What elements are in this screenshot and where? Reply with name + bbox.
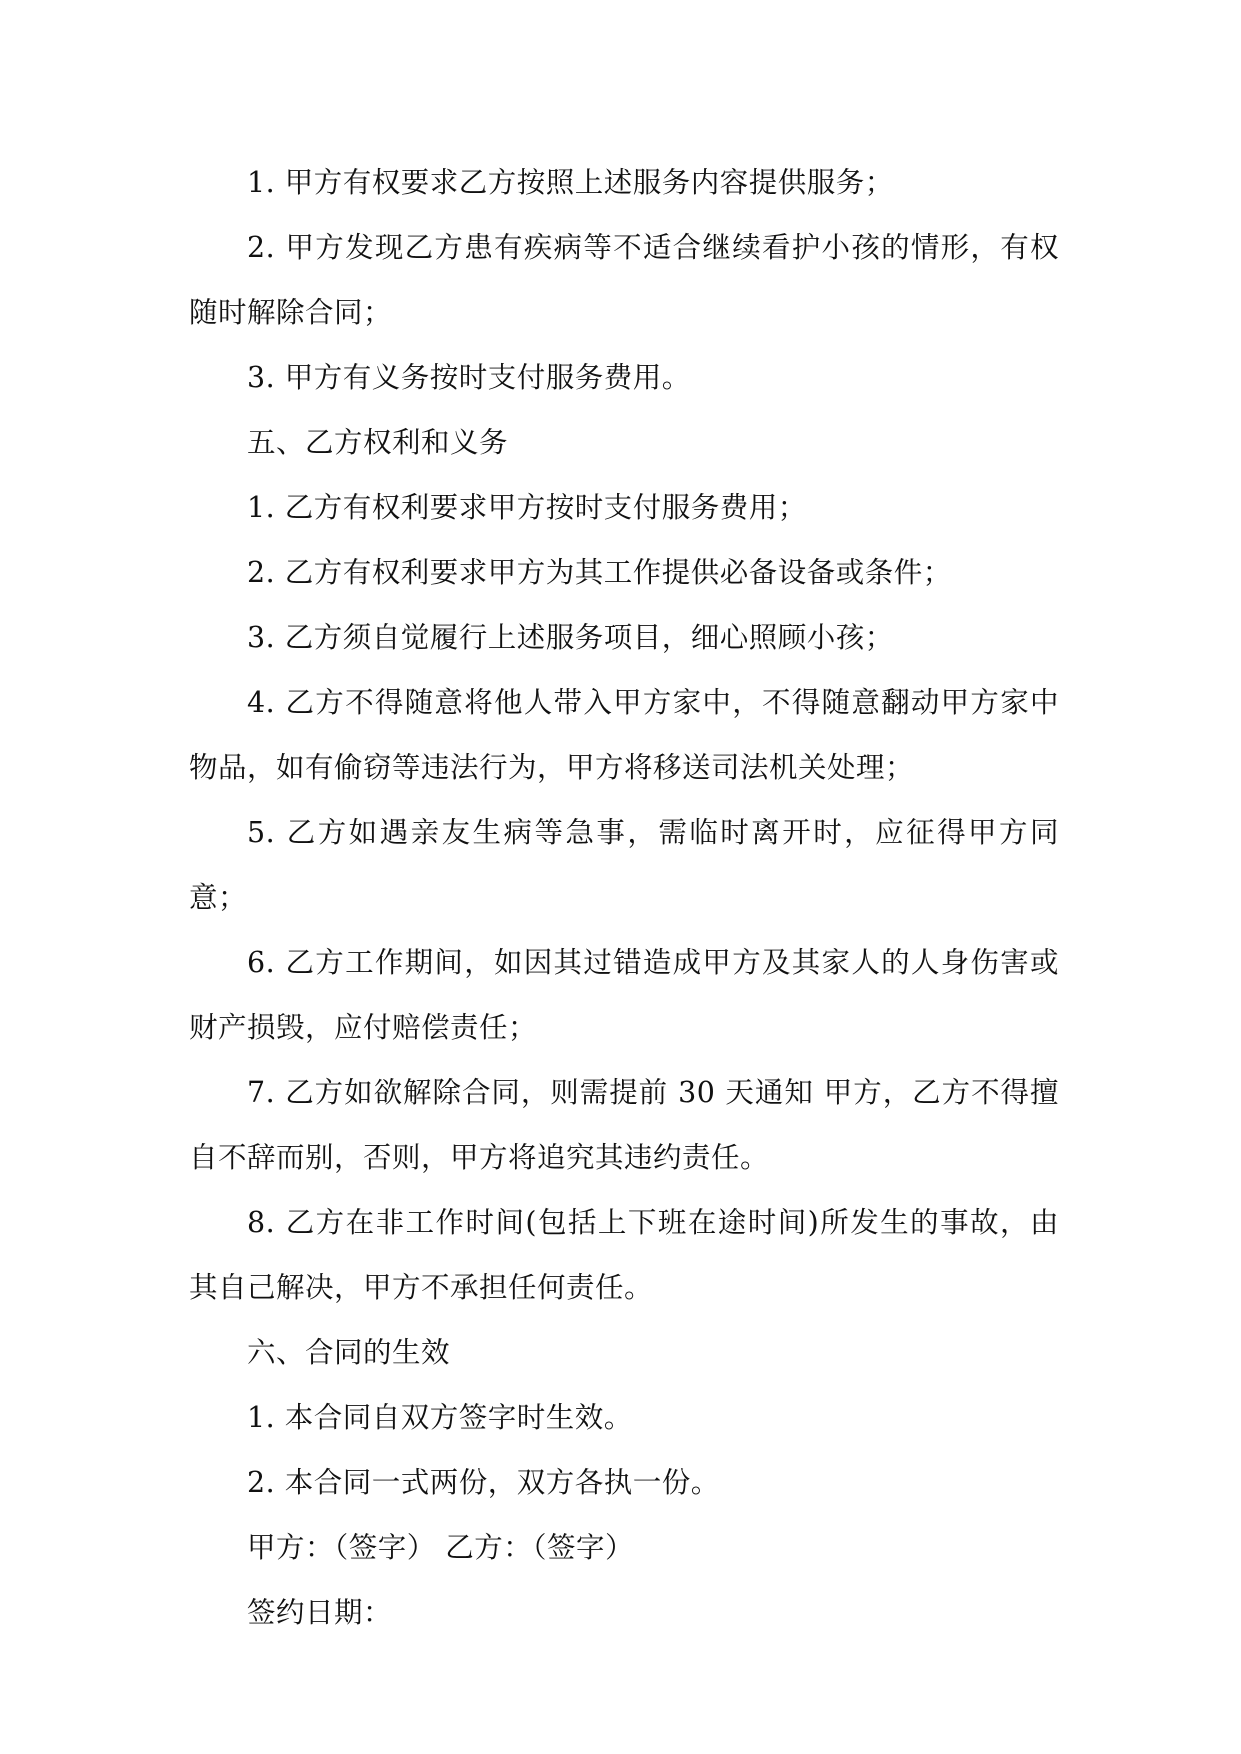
clause-b-6: 6. 乙方工作期间，如因其过错造成甲方及其家人的人身伤害或财产损毁，应付赔偿责任； xyxy=(189,946,1059,1044)
signature-line: 甲方：（签字） 乙方：（签字） xyxy=(247,1531,635,1564)
clause-b-7: 7. 乙方如欲解除合同，则需提前 30 天通知 甲方，乙方不得擅自不辞而别，否则，甲方将追究其违约责任。 xyxy=(189,1076,1059,1174)
signing-date: 签约日期： xyxy=(247,1596,393,1629)
clause-a-2: 2. 甲方发现乙方患有疾病等不适合继续看护小孩的情形，有权随时解除合同； xyxy=(189,231,1059,329)
clause-a-1: 1. 甲方有权要求乙方按照上述服务内容提供服务； xyxy=(247,166,894,199)
clause-b-5: 5. 乙方如遇亲友生病等急事，需临时离开时，应征得甲方同意； xyxy=(189,816,1059,914)
clause-b-2: 2. 乙方有权利要求甲方为其工作提供必备设备或条件； xyxy=(247,556,952,589)
clause-b-1: 1. 乙方有权利要求甲方按时支付服务费用； xyxy=(247,491,807,524)
clause-b-8: 8. 乙方在非工作时间(包括上下班在途时间)所发生的事故，由其自己解决，甲方不承担任何责任。 xyxy=(189,1206,1059,1304)
clause-c-1: 1. 本合同自双方签字时生效。 xyxy=(247,1401,633,1434)
clause-b-3: 3. 乙方须自觉履行上述服务项目，细心照顾小孩； xyxy=(247,621,894,654)
section-heading-6: 六、合同的生效 xyxy=(247,1336,451,1369)
section-heading-5: 五、乙方权利和义务 xyxy=(247,426,509,459)
clause-b-4: 4. 乙方不得随意将他人带入甲方家中，不得随意翻动甲方家中物品，如有偷窃等违法行为，甲方将移送司法机关处理； xyxy=(189,686,1059,784)
clause-c-2: 2. 本合同一式两份，双方各执一份。 xyxy=(247,1466,720,1499)
clause-a-3: 3. 甲方有义务按时支付服务费用。 xyxy=(247,361,691,394)
document-body xyxy=(189,150,1059,1645)
